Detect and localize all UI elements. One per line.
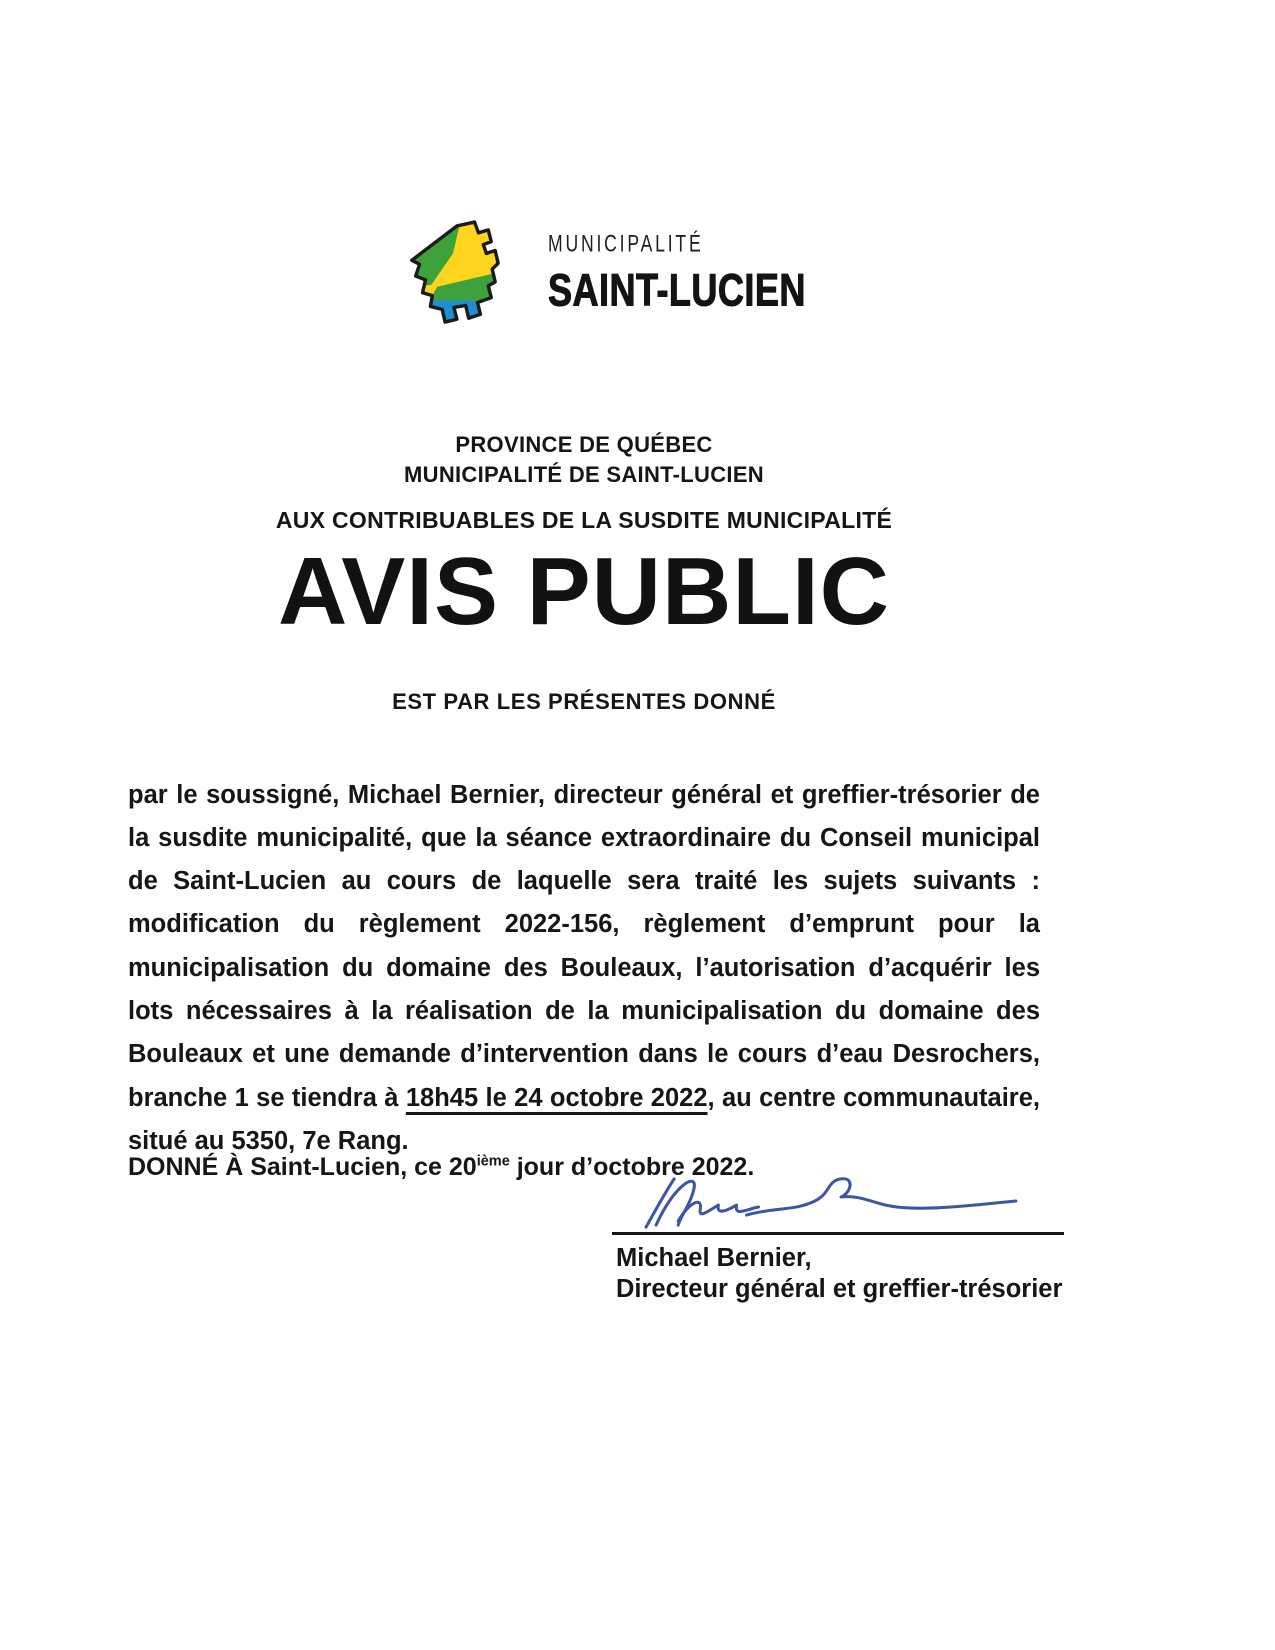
logo-shape-blue-bottom xyxy=(398,301,504,333)
signature-rule-line xyxy=(612,1232,1064,1235)
signature-stroke-middle xyxy=(678,1202,758,1221)
logo-org-name: SAINT-LUCIEN xyxy=(548,265,806,316)
dateline-ordinal-suffix: ième xyxy=(476,1153,510,1170)
signatory-name: Michael Bernier, xyxy=(616,1244,812,1272)
signature-stroke-loop xyxy=(656,1181,694,1225)
handwritten-signature xyxy=(642,1170,1044,1232)
body-text-tail: , au centre communautaire, situé au 5350, 7e Rang. xyxy=(128,1083,1040,1155)
logo-wordmark xyxy=(548,220,855,314)
logo-puzzle-castle-icon xyxy=(398,220,504,333)
notice-title: AVIS PUBLIC xyxy=(278,538,890,645)
dateline-tail: jour d’octobre 2022. xyxy=(509,1153,755,1181)
municipality-logo xyxy=(398,220,855,333)
meeting-datetime-underlined: 18h45 le 24 octobre 2022 xyxy=(405,1083,708,1112)
notice-body-paragraph xyxy=(128,774,1040,1164)
header-municipality-line: MUNICIPALITÉ DE SAINT-LUCIEN xyxy=(404,462,764,487)
dateline-lead: DONNÉ À Saint-Lucien, ce 20 xyxy=(128,1153,477,1181)
body-text-lead: par le soussigné, Michael Bernier, directeur général et greffier-trésorier de la susdite municipalité, que la séance extraordinaire du Conseil municipal de Saint-Lucien au cours de laquelle sera traité les sujets suivants : modification du règlement 2022-156, règlement d’emprunt pour la municipalisation du domaine des Bouleaux, l’autorisation d’acquérir les lots nécessaires à la réalisation de la municipalisation du domaine des Bouleaux et une demande d’intervention dans le cours d’eau Desrochers, branche 1 se tiendra à xyxy=(128,780,1040,1112)
signatory-block xyxy=(616,1243,1062,1305)
signature-stroke-tail xyxy=(747,1179,1016,1215)
signatory-title: Directeur général et greffier-trésorier xyxy=(616,1275,1063,1303)
logo-org-type: MUNICIPALITÉ xyxy=(548,230,704,257)
header-addressee: AUX CONTRIBUABLES DE LA SUSDITE MUNICIPALITÉ xyxy=(275,507,893,533)
header-province-line: PROVINCE DE QUÉBEC xyxy=(455,432,713,457)
notice-subtitle: EST PAR LES PRÉSENTES DONNÉ xyxy=(392,689,776,714)
header-province-block xyxy=(128,430,1040,490)
